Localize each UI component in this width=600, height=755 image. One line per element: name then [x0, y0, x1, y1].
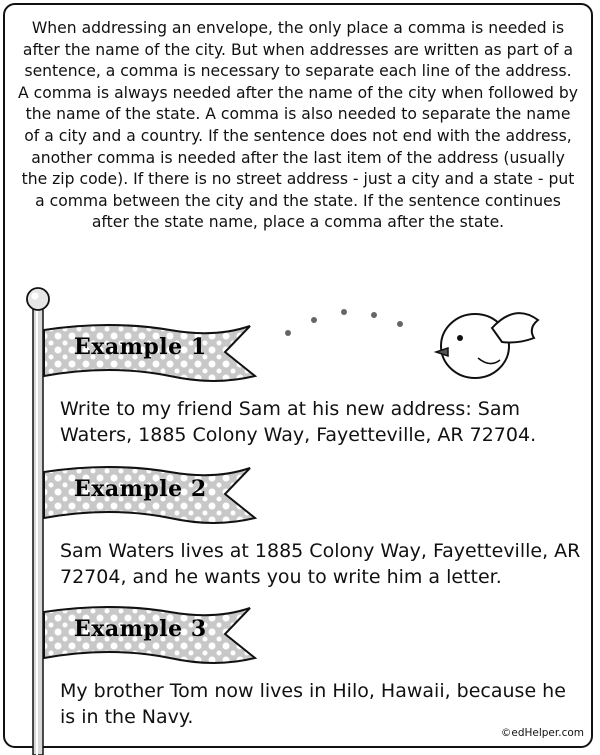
example-3-text: My brother Tom now lives in Hilo, Hawaii, because he is in the Navy.	[60, 680, 566, 728]
copyright-text: ©edHelper.com	[500, 727, 584, 739]
example-1-label: Example 1	[74, 334, 207, 360]
example-1-text: Write to my friend Sam at his new address: Sam Waters, 1885 Colony Way, Fayetteville, AR 72704.	[60, 398, 537, 446]
example-2-text: Sam Waters lives at 1885 Colony Way, Fayetteville, AR 72704, and he wants you to write him a letter.	[60, 540, 581, 588]
bird-icon	[280, 290, 580, 390]
intro-paragraph: When addressing an envelope, the only place a comma is needed is after the name of the city. But when addresses are written as part of a sentence, a comma is necessary to separate each line of the address. A comma is always needed after the name of the city when followed by the name of the state. A comma is also needed to separate the name of a city and a country. If the sentence does not end with the address, another comma is needed after the last item of the address (usually the zip code). If there is no street address - just a city and a state - put a comma between the city and the state. If the sentence continues after the state name, place a comma after the state.	[18, 19, 578, 232]
example-2-banner	[40, 460, 270, 534]
example-3-label: Example 3	[74, 616, 207, 642]
example-3-banner	[40, 600, 270, 674]
example-2-label: Example 2	[74, 476, 207, 502]
example-1-banner	[40, 318, 270, 392]
